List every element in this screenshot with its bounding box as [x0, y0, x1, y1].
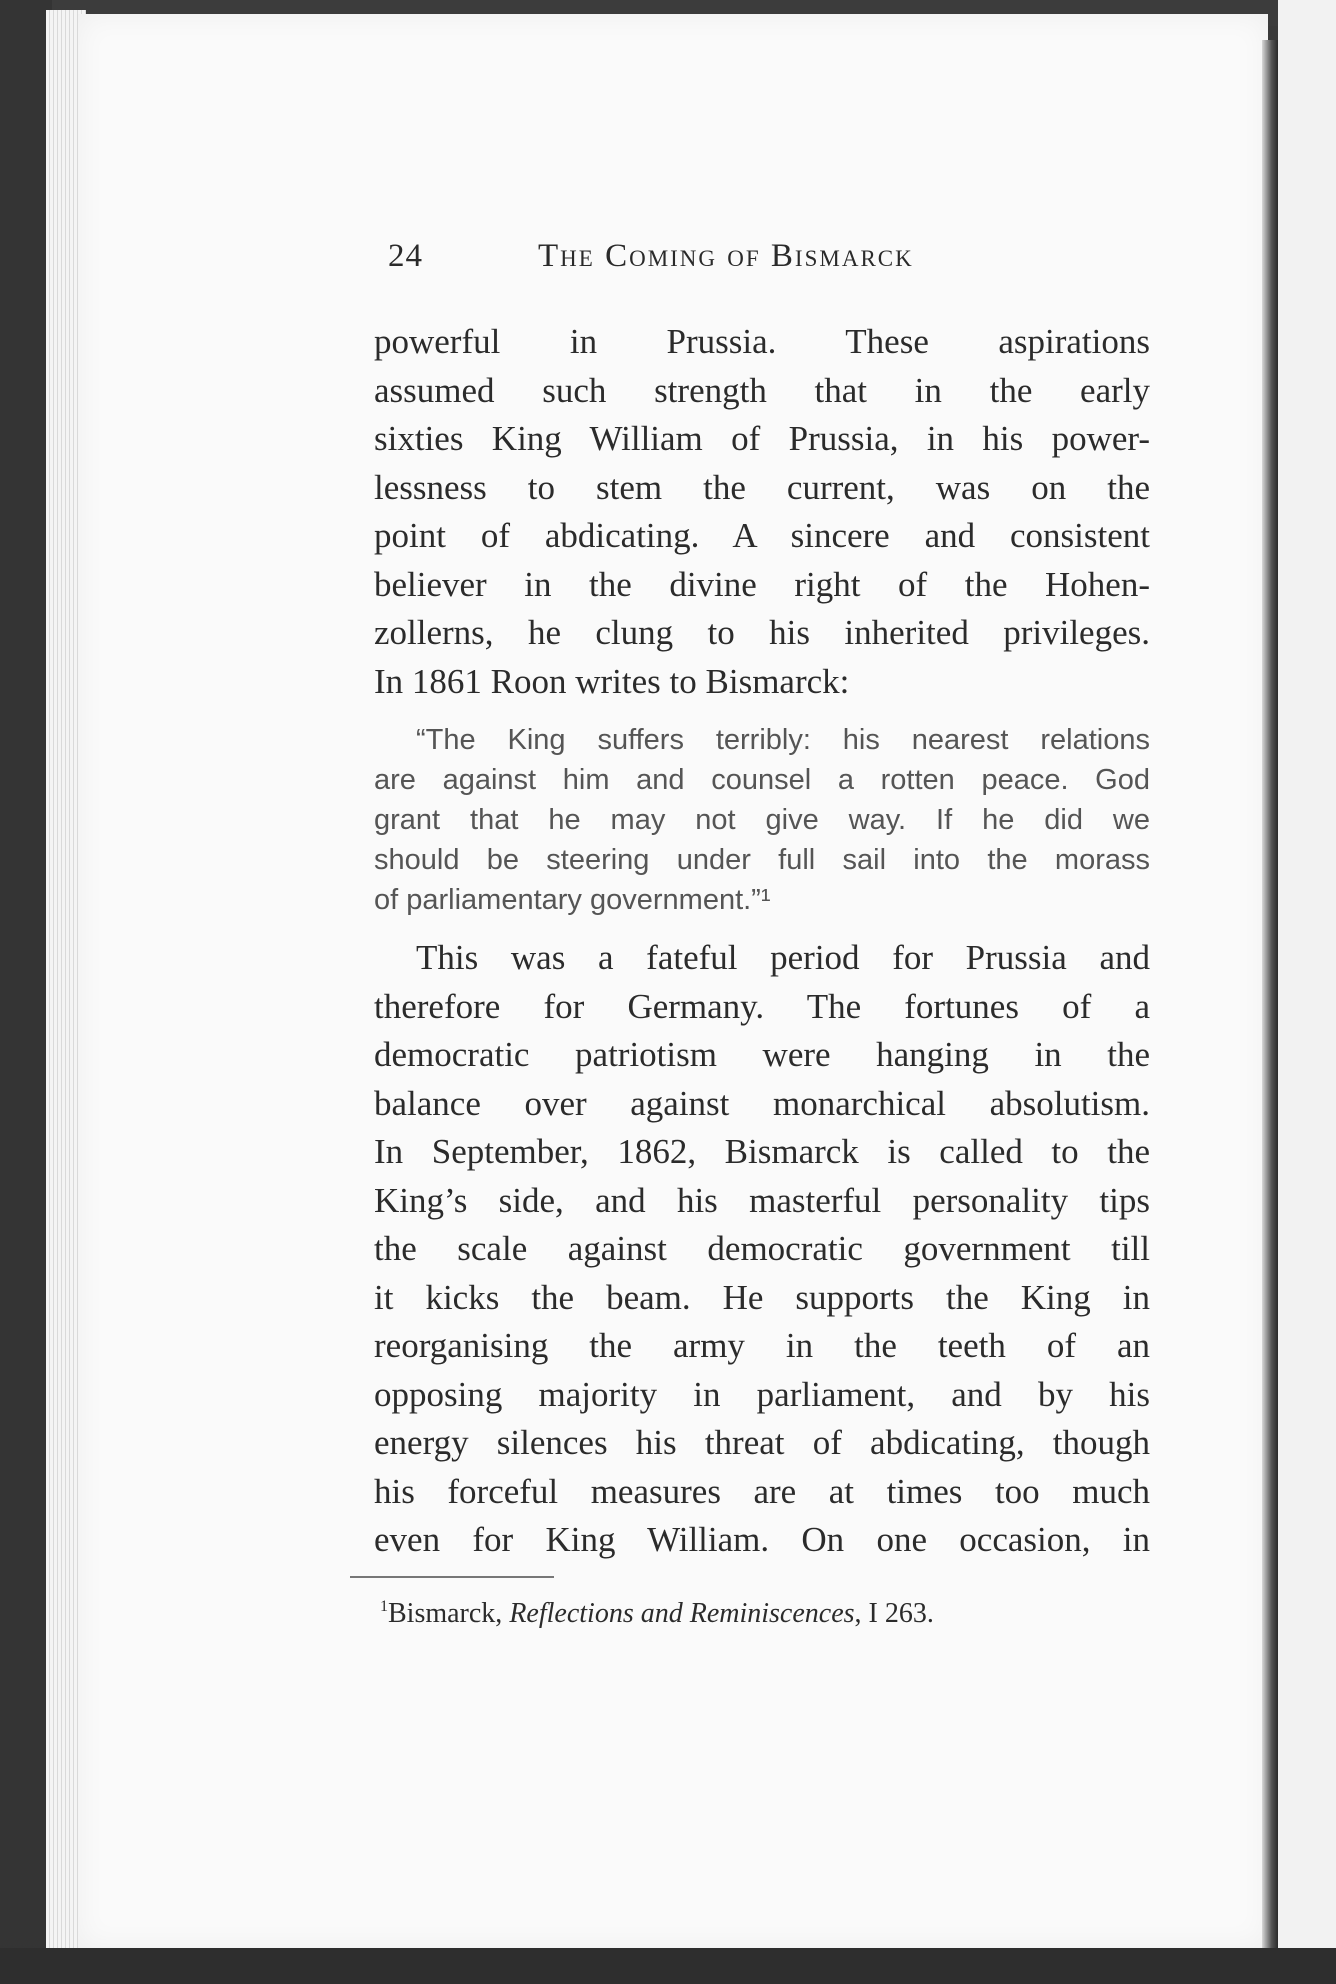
text-line: lessness to stem the current, was on the: [374, 467, 1150, 507]
quote-line: “The King suffers terribly: his nearest relations: [416, 724, 1150, 756]
text-line: believer in the divine right of the Hohen-: [374, 564, 1150, 604]
paragraph-2: [374, 934, 1150, 1565]
block-quote: [374, 720, 1150, 920]
facing-page-edge: [1278, 0, 1336, 1984]
footnote-ref: , I 263.: [854, 1598, 934, 1629]
text-line: balance over against monarchical absolutism.: [374, 1083, 1150, 1123]
text-line: his forceful measures are at times too much: [374, 1471, 1150, 1511]
quote-line: should be steering under full sail into the morass: [374, 844, 1150, 876]
text-line: zollerns, he clung to his inherited privileges.: [374, 613, 1150, 652]
text-line: King’s side, and his masterful personality tips: [374, 1180, 1150, 1220]
text-line: the scale against democratic government till: [374, 1229, 1150, 1268]
footnote-author: Bismarck,: [388, 1598, 510, 1629]
text-line: democratic patriotism were hanging in the: [374, 1035, 1150, 1074]
footnote: [380, 1598, 934, 1630]
book-spine: [1262, 40, 1278, 1960]
text-line: even for King William. On one occasion, in: [374, 1520, 1150, 1559]
text-line: therefore for Germany. The fortunes of a: [374, 986, 1150, 1026]
footnote-work: Reflections and Reminiscences: [509, 1598, 855, 1629]
quote-line: of parliamentary government.”¹: [374, 884, 771, 916]
quote-line: grant that he may not give way. If he did we: [374, 804, 1150, 836]
text-line: sixties King William of Prussia, in his power-: [374, 419, 1150, 458]
text-line: assumed such strength that in the early: [374, 370, 1150, 410]
scan-background-left: [0, 0, 52, 1984]
quote-line: are against him and counsel a rotten peace. God: [374, 764, 1150, 796]
footnote-marker: 1: [380, 1598, 388, 1615]
text-line: energy silences his threat of abdicating, though: [374, 1423, 1150, 1462]
text-line: point of abdicating. A sincere and consistent: [374, 516, 1150, 555]
paragraph-1: [374, 318, 1150, 706]
body-text: [374, 318, 1150, 1565]
running-title: The Coming of Bismarck: [538, 238, 914, 274]
text-line: it kicks the beam. He supports the King in: [374, 1277, 1150, 1317]
text-line: opposing majority in parliament, and by his: [374, 1374, 1150, 1414]
page-number: 24: [388, 238, 423, 274]
text-line: In September, 1862, Bismarck is called to the: [374, 1132, 1150, 1171]
text-line: reorganising the army in the teeth of an: [374, 1326, 1150, 1365]
text-line: In 1861 Roon writes to Bismarck:: [374, 661, 850, 701]
scan-background-bottom: [0, 1948, 1336, 1984]
text-line: This was a fateful period for Prussia and: [416, 938, 1150, 977]
footnote-rule: [350, 1576, 554, 1578]
text-line: powerful in Prussia. These aspirations: [374, 322, 1150, 361]
